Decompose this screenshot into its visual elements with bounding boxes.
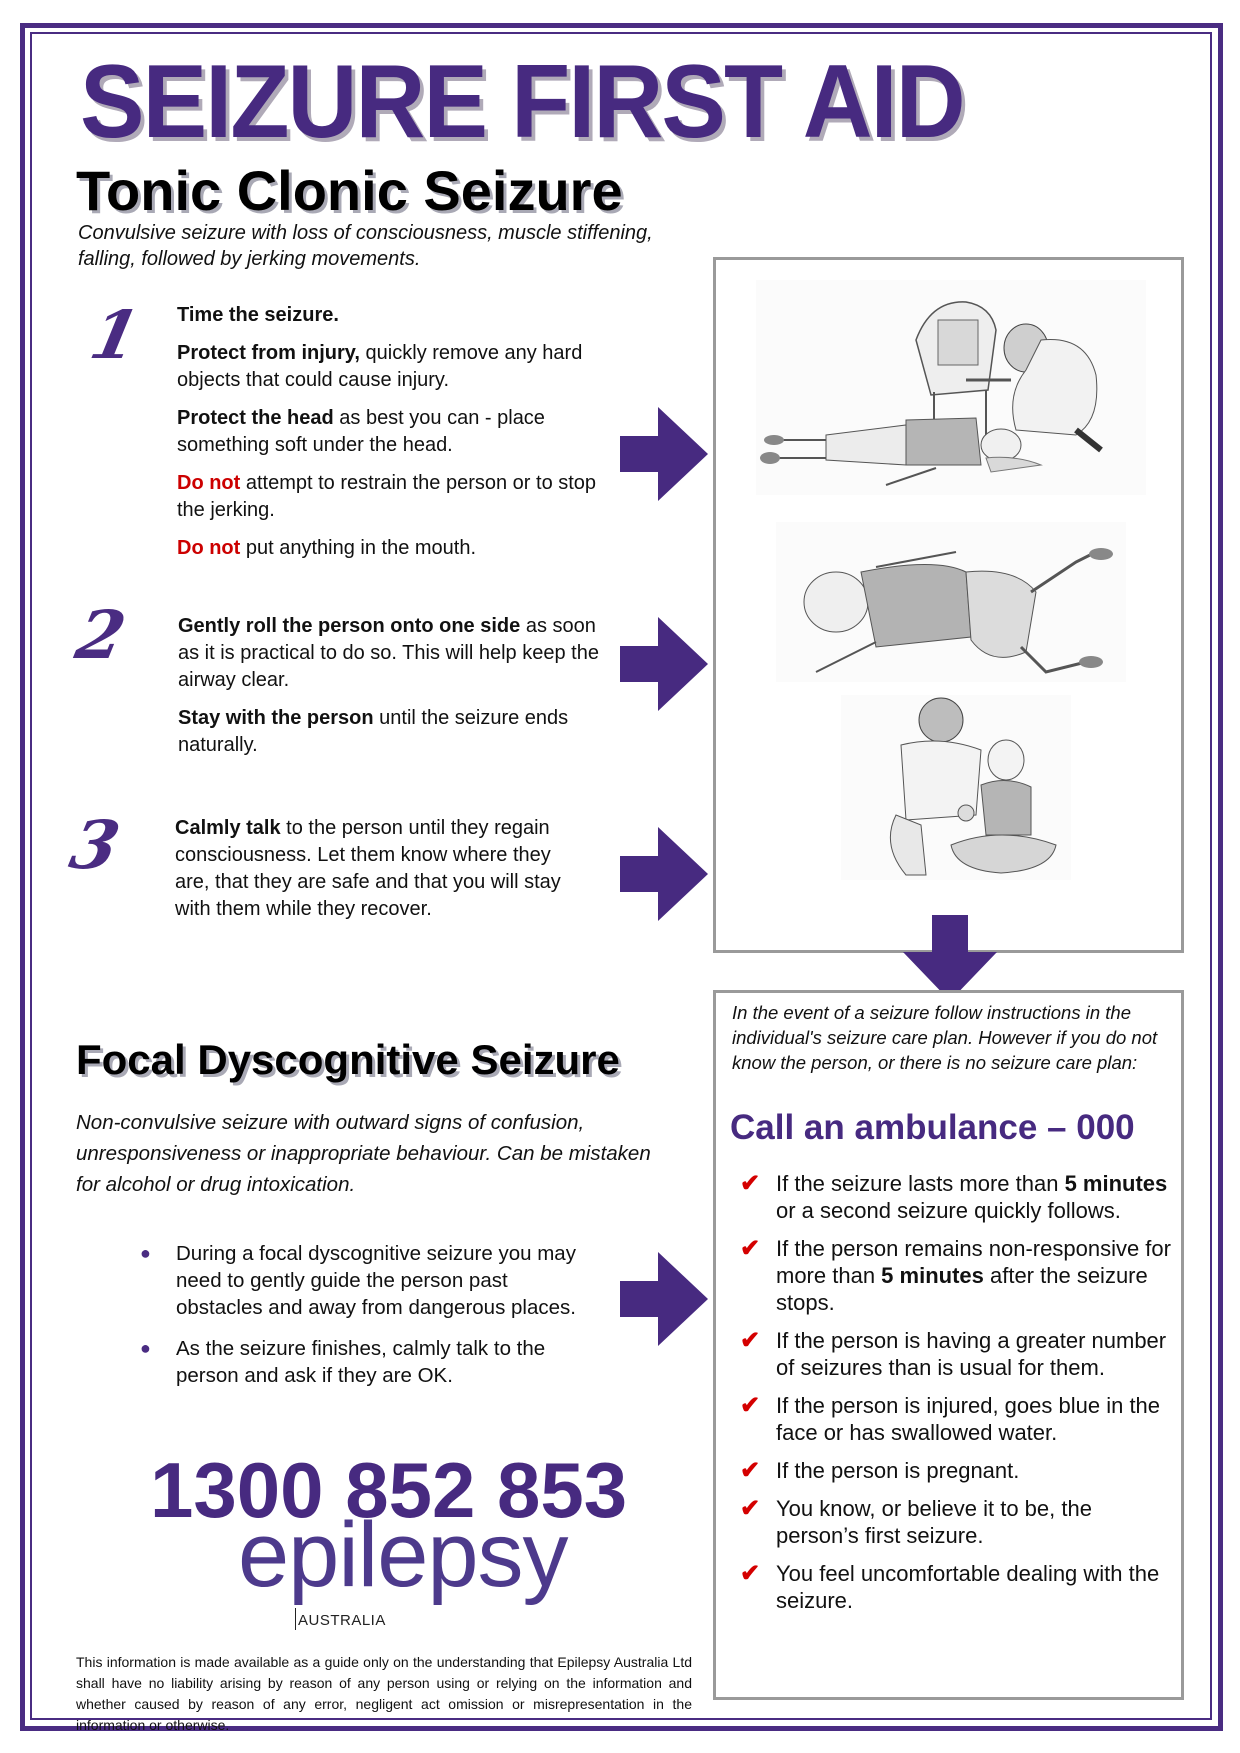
step-1-para-5: Do not put anything in the mouth. [177,537,477,559]
section-heading-focal: Focal Dyscognitive Seizure [76,1036,620,1083]
bullet-icon: ● [140,1243,151,1263]
helpline-phone-number[interactable]: 1300 852 853 [150,1446,628,1534]
step-3-para-1: Calmly talk to the person until they regain consciousness. Let them know where they are, that they are safe and that you will stay with them while they recover. [175,817,561,920]
checklist-item: ✔ If the person is having a greater number of seizures than is usual for them. [740,1327,1167,1380]
checklist-item: ✔ If the person is injured, goes blue in the face or has swallowed water. [740,1392,1161,1445]
call-ambulance-heading: Call an ambulance – 000 [730,1108,1135,1147]
logo-subtitle: AUSTRALIA [298,1612,386,1629]
ambulance-intro: In the event of a seizure follow instructions in the individual's seizure care plan. However if you do not know the person, or there is no seizure care plan: [732,1002,1158,1073]
focal-bullet-list [136,1240,586,1403]
checklist-item: ✔ If the person remains non-responsive for more than 5 minutes after the seizure stops. [740,1235,1171,1315]
step-number-3: 3 [63,806,127,884]
page-title: SEIZURE FIRST AID [80,44,964,160]
step-1-para-2: Protect from injury, quickly remove any hard objects that could cause injury. [177,342,583,391]
arrow-right-icon [620,1252,710,1346]
illustration-protect-head [756,280,1146,495]
step-1-text [177,302,617,573]
section-description-focal: Non-convulsive seizure with outward signs of confusion, unresponsiveness or inappropriate behaviour. Can be mistaken for alcohol or drug intoxication. [76,1111,651,1196]
check-icon: ✔ [740,1327,761,1354]
section-heading-tonic-clonic: Tonic Clonic Seizure [76,159,623,222]
checklist-item: ✔ You feel uncomfortable dealing with the seizure. [740,1560,1160,1613]
section-description-tonic-clonic: Convulsive seizure with loss of consciousness, muscle stiffening, falling, followed by jerking movements. [78,222,653,270]
ambulance-checklist [740,1170,1180,1625]
step-number-2: 2 [69,596,133,674]
arrow-right-icon [620,827,710,921]
illustration-comforting [841,695,1071,880]
checklist-item: ✔ If the person is pregnant. [740,1457,1020,1484]
step-3-text [175,815,575,934]
checklist-item: ✔ If the seizure lasts more than 5 minutes or a second seizure quickly follows. [740,1170,1168,1223]
illustration-panel [713,257,1184,953]
epilepsy-australia-logo: epilepsy [238,1504,568,1606]
list-item: ● As the seizure finishes, calmly talk to the person and ask if they are OK. [140,1337,546,1387]
check-icon: ✔ [740,1235,761,1262]
arrow-right-icon [620,617,710,711]
warning-do-not: Do not [177,472,241,494]
step-2-para-1: Gently roll the person onto one side as soon as it is practical to do so. This will help keep the airway clear. [178,615,599,691]
step-1-para-1: Time the seizure. [177,304,339,326]
list-item: ● During a focal dyscognitive seizure you may need to gently guide the person past obstacles and away from dangerous places. [140,1242,576,1319]
check-icon: ✔ [740,1495,761,1522]
disclaimer-text: This information is made available as a guide only on the understanding that Epilepsy Australia Ltd shall have no liability arising by reason of any person using or relying on the information and whether caused by reason of any error, negligent act omission or misrepresentation in the information or otherwise. [76,1654,692,1733]
check-icon: ✔ [740,1457,761,1484]
warning-do-not: Do not [177,537,241,559]
step-2-para-2: Stay with the person until the seizure ends naturally. [178,707,569,756]
step-1-para-3: Protect the head as best you can - place something soft under the head. [177,407,545,456]
bullet-icon: ● [140,1338,151,1358]
check-icon: ✔ [740,1170,761,1197]
step-1-para-4: Do not attempt to restrain the person or to stop the jerking. [177,472,597,521]
step-2-text [178,613,618,770]
check-icon: ✔ [740,1392,761,1419]
checklist-item: ✔ You know, or believe it to be, the person’s first seizure. [740,1495,1092,1548]
step-number-1: 1 [83,296,147,374]
logo-divider [295,1608,296,1630]
check-icon: ✔ [740,1560,761,1587]
illustration-recovery-position [776,522,1126,682]
arrow-right-icon [620,407,710,501]
